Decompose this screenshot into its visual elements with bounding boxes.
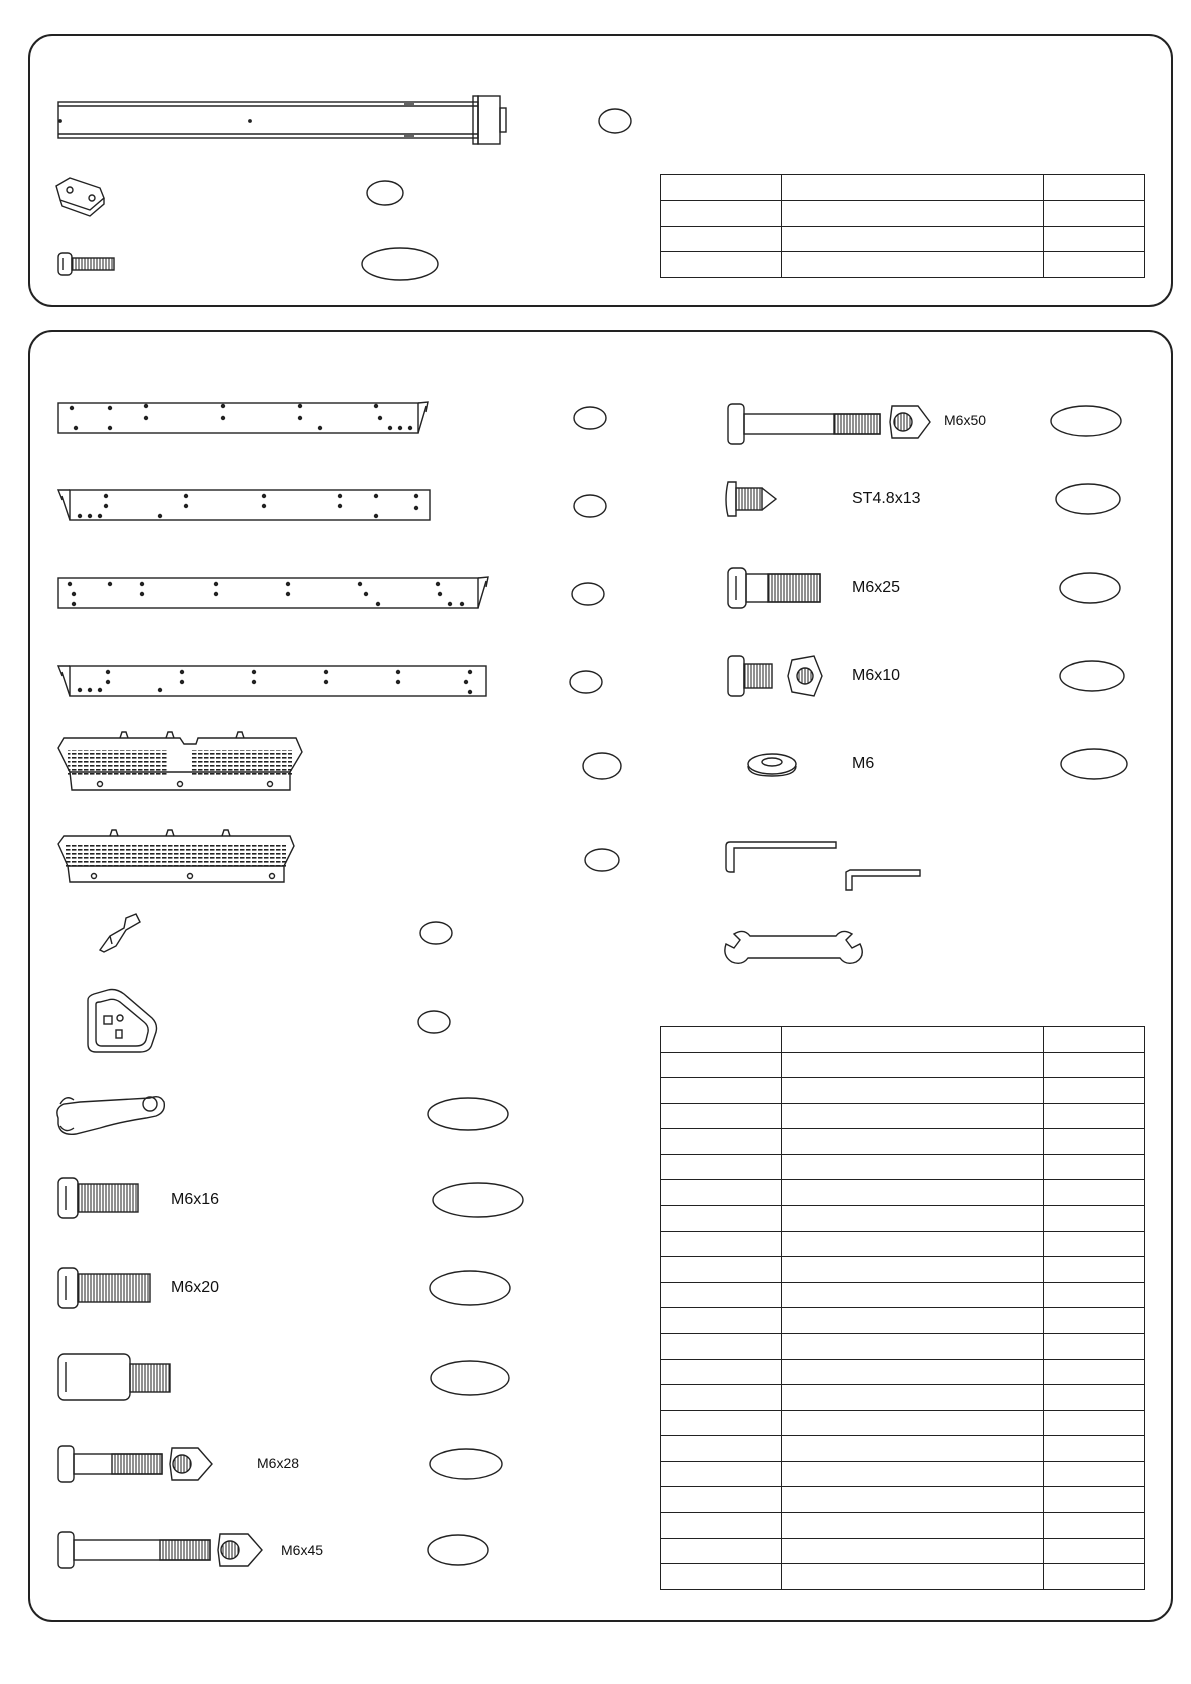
table-cell: [1043, 1359, 1144, 1385]
table-cell: [1043, 1487, 1144, 1513]
qty-oval: [574, 407, 606, 429]
table-row: [661, 252, 1145, 278]
qty-oval: [1060, 573, 1120, 603]
table-row: [661, 1512, 1145, 1538]
table-cell: [1043, 1027, 1144, 1053]
table-row: [661, 1538, 1145, 1564]
table-cell: [1043, 1078, 1144, 1104]
qty-oval: [599, 109, 631, 133]
table-cell: [1043, 175, 1144, 201]
bolt-m6x10-drawing: [728, 656, 822, 696]
table-row: [661, 1333, 1145, 1359]
screw-st-label: ST4.8x13: [852, 490, 921, 507]
table-cell: [661, 1487, 782, 1513]
table-cell: [782, 1180, 1044, 1206]
table-row: [661, 1410, 1145, 1436]
qty-oval: [570, 671, 602, 693]
table-cell: [782, 1231, 1044, 1257]
table-cell: [661, 1282, 782, 1308]
table-row: [661, 1078, 1145, 1104]
qty-oval: [1056, 484, 1120, 514]
qty-oval: [433, 1183, 523, 1217]
qty-oval: [367, 181, 403, 205]
table-cell: [661, 1461, 782, 1487]
table-row: [661, 1385, 1145, 1411]
table-cell: [1043, 1385, 1144, 1411]
table-cell: [661, 200, 782, 226]
bolt-m6x20-drawing: [58, 1268, 150, 1308]
table-cell: [661, 1231, 782, 1257]
table-cell: [1043, 1231, 1144, 1257]
table-row: [661, 1308, 1145, 1334]
qty-oval: [585, 849, 619, 871]
table-cell: [782, 1436, 1044, 1462]
parts-list-table-bottom: [660, 1026, 1145, 1590]
bolt-m6x45-label: M6x45: [281, 1542, 324, 1558]
table-cell: [782, 1257, 1044, 1283]
hex-key-large-icon: [726, 842, 836, 872]
table-cell: [661, 1180, 782, 1206]
table-row: [661, 226, 1145, 252]
table-cell: [1043, 200, 1144, 226]
bolt-m6x28-drawing: [58, 1446, 212, 1482]
table-cell: [661, 226, 782, 252]
table-cell: [782, 1027, 1044, 1053]
qty-oval: [418, 1011, 450, 1033]
qty-oval: [572, 583, 604, 605]
table-cell: [661, 1154, 782, 1180]
qty-oval: [574, 495, 606, 517]
table-cell: [1043, 1282, 1144, 1308]
qty-oval: [583, 753, 621, 779]
table-cell: [782, 1461, 1044, 1487]
table-cell: [782, 1308, 1044, 1334]
table-row: [661, 1052, 1145, 1078]
qty-oval: [362, 248, 438, 280]
qty-oval: [431, 1361, 509, 1395]
qty-oval: [430, 1271, 510, 1305]
table-cell: [782, 1154, 1044, 1180]
table-cell: [782, 226, 1044, 252]
bolt-m6x16-label: M6x16: [171, 1191, 220, 1208]
table-cell: [1043, 1180, 1144, 1206]
table-cell: [782, 1078, 1044, 1104]
table-row: [661, 1282, 1145, 1308]
table-cell: [782, 1333, 1044, 1359]
table-row: [661, 1129, 1145, 1155]
clip-drawing: [100, 914, 140, 952]
table-cell: [1043, 1564, 1144, 1590]
qty-oval: [420, 922, 452, 944]
table-row: [661, 1231, 1145, 1257]
table-row: [661, 175, 1145, 201]
table-cell: [1043, 1410, 1144, 1436]
table-cell: [1043, 1512, 1144, 1538]
table-cell: [782, 1487, 1044, 1513]
table-cell: [1043, 1206, 1144, 1232]
table-cell: [1043, 1103, 1144, 1129]
table-cell: [1043, 1154, 1144, 1180]
table-cell: [782, 1538, 1044, 1564]
beam-3-drawing: [58, 577, 488, 608]
table-cell: [661, 1129, 782, 1155]
table-cell: [1043, 1308, 1144, 1334]
table-cell: [661, 1538, 782, 1564]
table-cell: [782, 1385, 1044, 1411]
table-cell: [661, 1103, 782, 1129]
table-cell: [1043, 1129, 1144, 1155]
wrench-icon: [725, 931, 862, 963]
table-row: [661, 1154, 1145, 1180]
table-cell: [661, 175, 782, 201]
table-cell: [782, 175, 1044, 201]
table-cell: [661, 1308, 782, 1334]
table-row: [661, 1461, 1145, 1487]
table-row: [661, 1027, 1145, 1053]
table-cell: [661, 252, 782, 278]
table-cell: [661, 1052, 782, 1078]
washer-m6-label: M6: [852, 755, 875, 772]
qty-oval: [428, 1535, 488, 1565]
table-cell: [661, 1512, 782, 1538]
bolt-m6x16-drawing: [58, 1178, 138, 1218]
table-cell: [782, 1052, 1044, 1078]
hex-key-small-icon: [846, 870, 920, 890]
table-row: [661, 1180, 1145, 1206]
grill-panel-2-drawing: [58, 830, 294, 882]
spacer-bolt-drawing: [58, 1354, 170, 1400]
beam-1-drawing: [58, 402, 428, 433]
beam-4-drawing: [58, 666, 486, 696]
table-row: [661, 1103, 1145, 1129]
table-cell: [661, 1257, 782, 1283]
power-socket-drawing: [88, 990, 157, 1053]
table-cell: [1043, 1257, 1144, 1283]
grill-panel-1-drawing: [58, 732, 302, 790]
bracket-drawing: [56, 178, 104, 216]
long-rail-drawing: [58, 96, 506, 144]
table-cell: [782, 1206, 1044, 1232]
table-cell: [661, 1564, 782, 1590]
table-cell: [782, 252, 1044, 278]
table-cell: [782, 1282, 1044, 1308]
table-cell: [782, 1103, 1044, 1129]
table-row: [661, 1436, 1145, 1462]
bolt-m6x25-label: M6x25: [852, 579, 901, 596]
table-cell: [661, 1385, 782, 1411]
table-cell: [782, 200, 1044, 226]
table-cell: [661, 1359, 782, 1385]
qty-oval: [428, 1098, 508, 1130]
parts-list-table-top: [660, 174, 1145, 278]
table-row: [661, 1206, 1145, 1232]
table-cell: [1043, 1052, 1144, 1078]
leveling-foot-drawing: [57, 1097, 164, 1135]
table-cell: [782, 1512, 1044, 1538]
table-cell: [661, 1027, 782, 1053]
table-cell: [661, 1206, 782, 1232]
qty-oval: [430, 1449, 502, 1479]
bolt-m6x50-drawing: [728, 404, 930, 444]
table-row: [661, 1487, 1145, 1513]
table-row: [661, 200, 1145, 226]
beam-2-drawing: [58, 490, 430, 520]
table-row: [661, 1257, 1145, 1283]
table-cell: [1043, 1538, 1144, 1564]
small-bolt-drawing: [58, 253, 114, 275]
table-cell: [661, 1078, 782, 1104]
washer-m6-drawing: [748, 754, 796, 776]
bolt-m6x10-label: M6x10: [852, 667, 901, 684]
bolt-m6x25-drawing: [728, 568, 820, 608]
qty-oval: [1051, 406, 1121, 436]
qty-oval: [1061, 749, 1127, 779]
bolt-m6x45-drawing: [58, 1532, 262, 1568]
table-cell: [782, 1129, 1044, 1155]
table-cell: [1043, 226, 1144, 252]
table-cell: [782, 1564, 1044, 1590]
table-cell: [661, 1436, 782, 1462]
qty-oval: [1060, 661, 1124, 691]
table-cell: [1043, 252, 1144, 278]
table-cell: [782, 1359, 1044, 1385]
table-cell: [661, 1333, 782, 1359]
bolt-m6x28-label: M6x28: [257, 1455, 300, 1471]
table-cell: [782, 1410, 1044, 1436]
table-cell: [1043, 1461, 1144, 1487]
bolt-m6x20-label: M6x20: [171, 1279, 220, 1296]
screw-st-drawing: [726, 482, 776, 516]
table-row: [661, 1359, 1145, 1385]
table-cell: [1043, 1436, 1144, 1462]
table-row: [661, 1564, 1145, 1590]
bolt-m6x50-label: M6x50: [944, 412, 987, 428]
table-cell: [661, 1410, 782, 1436]
table-cell: [1043, 1333, 1144, 1359]
